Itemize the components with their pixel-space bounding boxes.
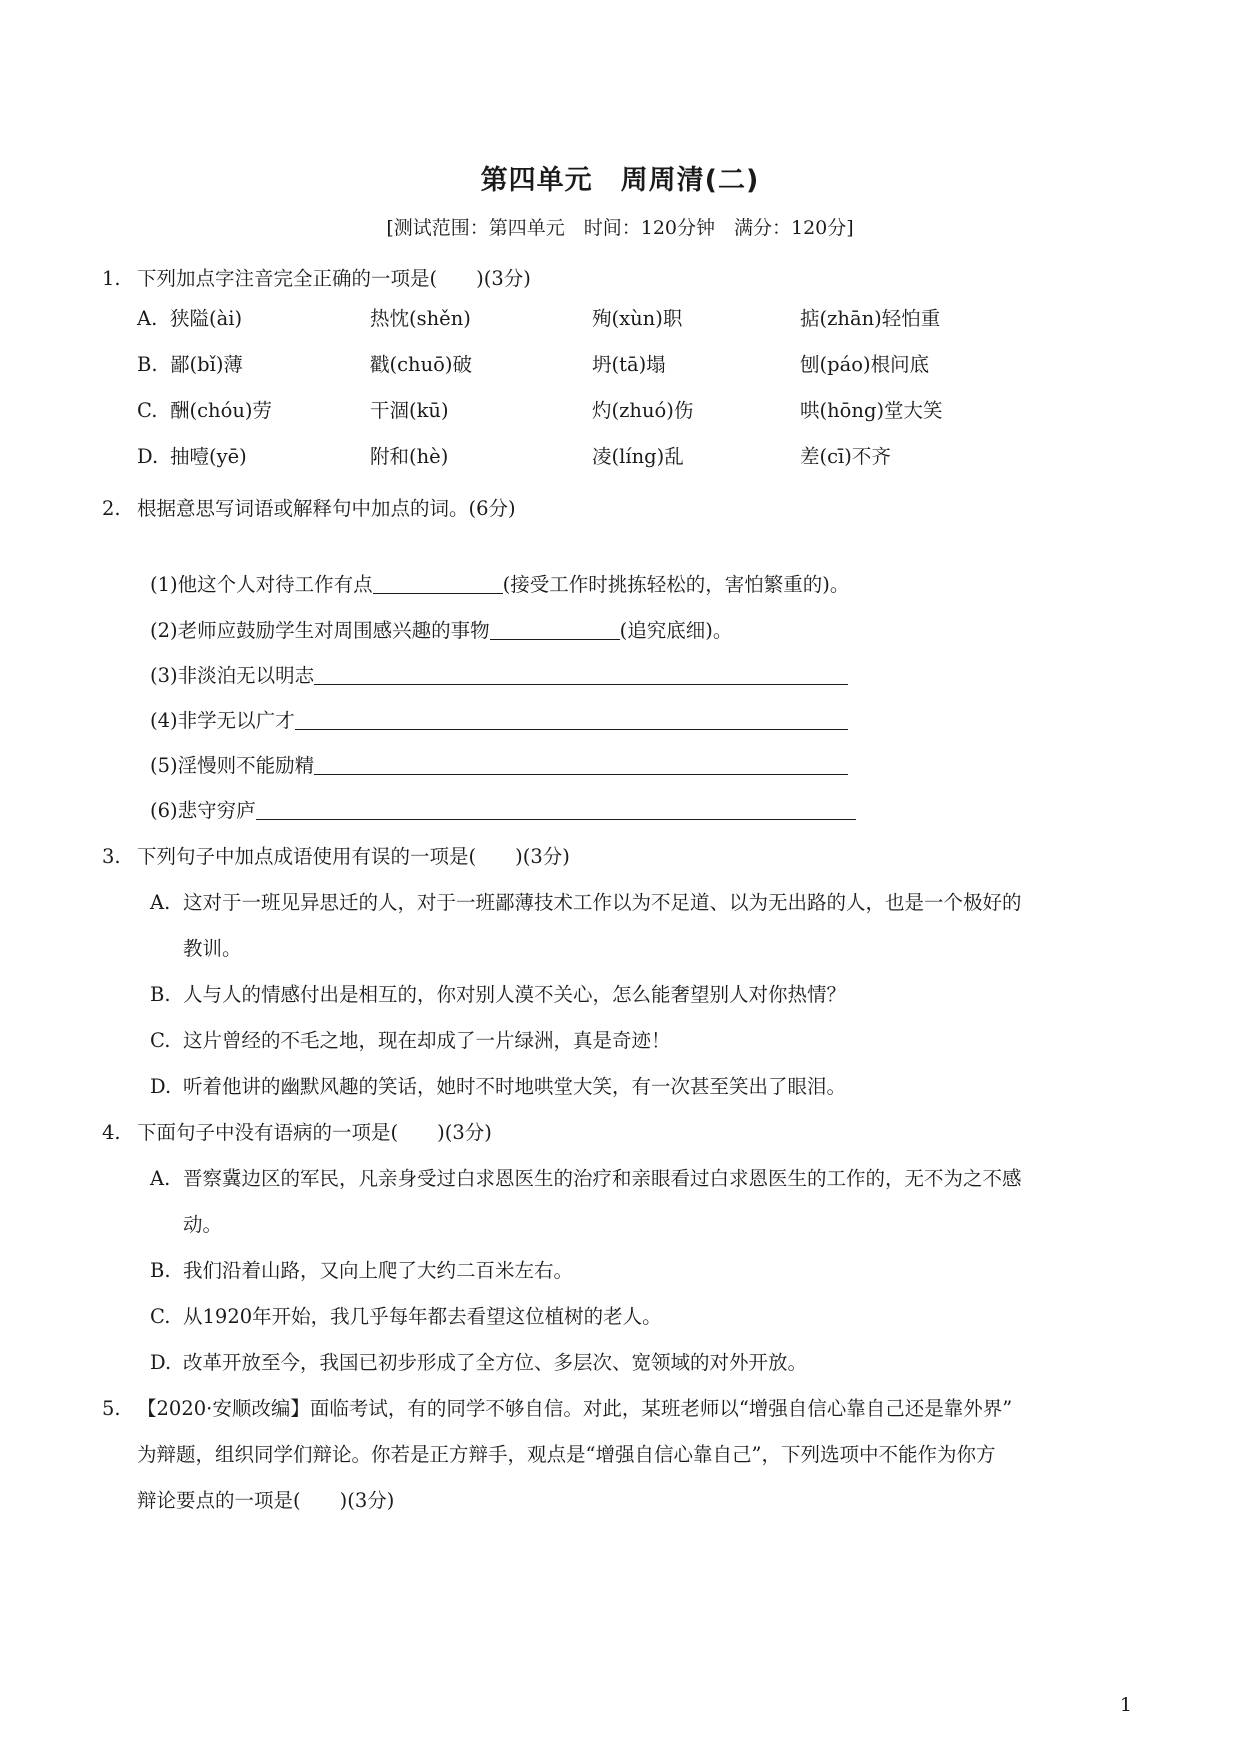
page-number: 1	[1119, 1694, 1132, 1716]
q2-stem: 根据意思写词语或解释句中加点的词。(6分)	[137, 497, 516, 520]
answer-blank[interactable]	[490, 619, 620, 640]
q4-option-label: B.	[150, 1259, 171, 1282]
q1-option-item: 酬(chóu)劳	[170, 399, 272, 422]
q1-option-item: 戳(chuō)破	[370, 353, 472, 376]
q1-option-label: B.	[137, 353, 158, 376]
q5-text-line: 为辩题，组织同学们辩论。你若是正方辩手，观点是“增强自信心靠自己”，下列选项中不能作为你方	[137, 1443, 996, 1466]
q4-option-text: 我们沿着山路，又向上爬了大约二百米左右。	[183, 1259, 574, 1282]
q4-number: 4.	[102, 1121, 121, 1144]
q1-option-item: 凌(líng)乱	[592, 445, 684, 468]
q1-option-item: 刨(páo)根问底	[800, 353, 930, 376]
answer-blank[interactable]	[314, 664, 848, 685]
q2-number: 2.	[102, 497, 121, 520]
q1-option-item: 哄(hōng)堂大笑	[800, 399, 943, 422]
answer-blank[interactable]	[256, 799, 856, 820]
q4-option-label: C.	[150, 1305, 171, 1328]
q2-item: (5)淫慢则不能励精	[150, 754, 848, 777]
q5-number: 5.	[102, 1397, 121, 1420]
q4-option-text: 从1920年开始，我几乎每年都去看望这位植树的老人。	[183, 1305, 662, 1328]
q2-item: (6)悲守穷庐	[150, 799, 856, 822]
q5-text-line: 【2020·安顺改编】面临考试，有的同学不够自信。对此，某班老师以“增强自信心靠自己还是靠外界”	[137, 1397, 1013, 1420]
q1-option-item: 狭隘(ài)	[170, 307, 243, 330]
q1-option-label: A.	[137, 307, 158, 330]
q3-option-text: 人与人的情感付出是相互的，你对别人漠不关心，怎么能奢望别人对你热情？	[183, 983, 847, 1006]
q2-item: (2)老师应鼓励学生对周围感兴趣的事物 (追究底细)。	[150, 619, 733, 642]
q3-option-label: B.	[150, 983, 171, 1006]
q1-option-label: D.	[137, 445, 159, 468]
q4-option-text: 晋察冀边区的军民，凡亲身受过白求恩医生的治疗和亲眼看过白求恩医生的工作的，无不为之不感	[183, 1167, 1022, 1190]
q4-option-label: D.	[150, 1351, 172, 1374]
answer-blank[interactable]	[373, 573, 503, 594]
test-scope: [测试范围：第四单元 时间：120分钟 满分：120分]	[386, 217, 854, 239]
q2-item: (3)非淡泊无以明志	[150, 664, 848, 687]
q4-option-label: A.	[150, 1167, 171, 1190]
q4-option-text: 改革开放至今，我国已初步形成了全方位、多层次、宽领域的对外开放。	[183, 1351, 808, 1374]
q3-option-text: 这对于一班见异思迁的人，对于一班鄙薄技术工作以为不足道、以为无出路的人，也是一个极好的	[183, 891, 1022, 914]
q3-option-text: 听着他讲的幽默风趣的笑话，她时不时地哄堂大笑，有一次甚至笑出了眼泪。	[183, 1075, 847, 1098]
q1-option-item: 附和(hè)	[370, 445, 449, 468]
q5-text-line: 辩论要点的一项是( )(3分)	[137, 1489, 395, 1512]
q1-option-item: 抽噎(yē)	[170, 445, 247, 468]
q3-option-label: D.	[150, 1075, 172, 1098]
answer-blank[interactable]	[295, 709, 848, 730]
q1-option-item: 干涸(kū)	[370, 399, 449, 422]
q3-option-label: A.	[150, 891, 171, 914]
answer-blank[interactable]	[314, 754, 848, 775]
q1-number: 1.	[102, 267, 121, 290]
q1-stem: 下列加点字注音完全正确的一项是( )(3分)	[137, 267, 531, 290]
q1-option-item: 差(cī)不齐	[800, 445, 891, 468]
q1-option-item: 热忱(shěn)	[370, 307, 471, 330]
q2-item: (4)非学无以广才	[150, 709, 848, 732]
q1-option-label: C.	[137, 399, 158, 422]
q1-option-item: 殉(xùn)职	[592, 307, 683, 330]
q4-option-text: 动。	[183, 1213, 223, 1236]
q1-option-item: 坍(tā)塌	[592, 353, 666, 376]
q1-option-item: 鄙(bǐ)薄	[170, 353, 243, 376]
q3-stem: 下列句子中加点成语使用有误的一项是( )(3分)	[137, 845, 570, 868]
q3-option-label: C.	[150, 1029, 171, 1052]
q3-number: 3.	[102, 845, 121, 868]
q3-option-text: 教训。	[183, 937, 242, 960]
q2-item: (1)他这个人对待工作有点 (接受工作时挑拣轻松的，害怕繁重的)。	[150, 573, 850, 596]
q1-option-item: 灼(zhuó)伤	[592, 399, 694, 422]
q3-option-text: 这片曾经的不毛之地，现在却成了一片绿洲，真是奇迹！	[183, 1029, 671, 1052]
q4-stem: 下面句子中没有语病的一项是( )(3分)	[137, 1121, 492, 1144]
page-title: 第四单元 周周清(二)	[480, 165, 760, 196]
q1-option-item: 掂(zhān)轻怕重	[800, 307, 941, 330]
